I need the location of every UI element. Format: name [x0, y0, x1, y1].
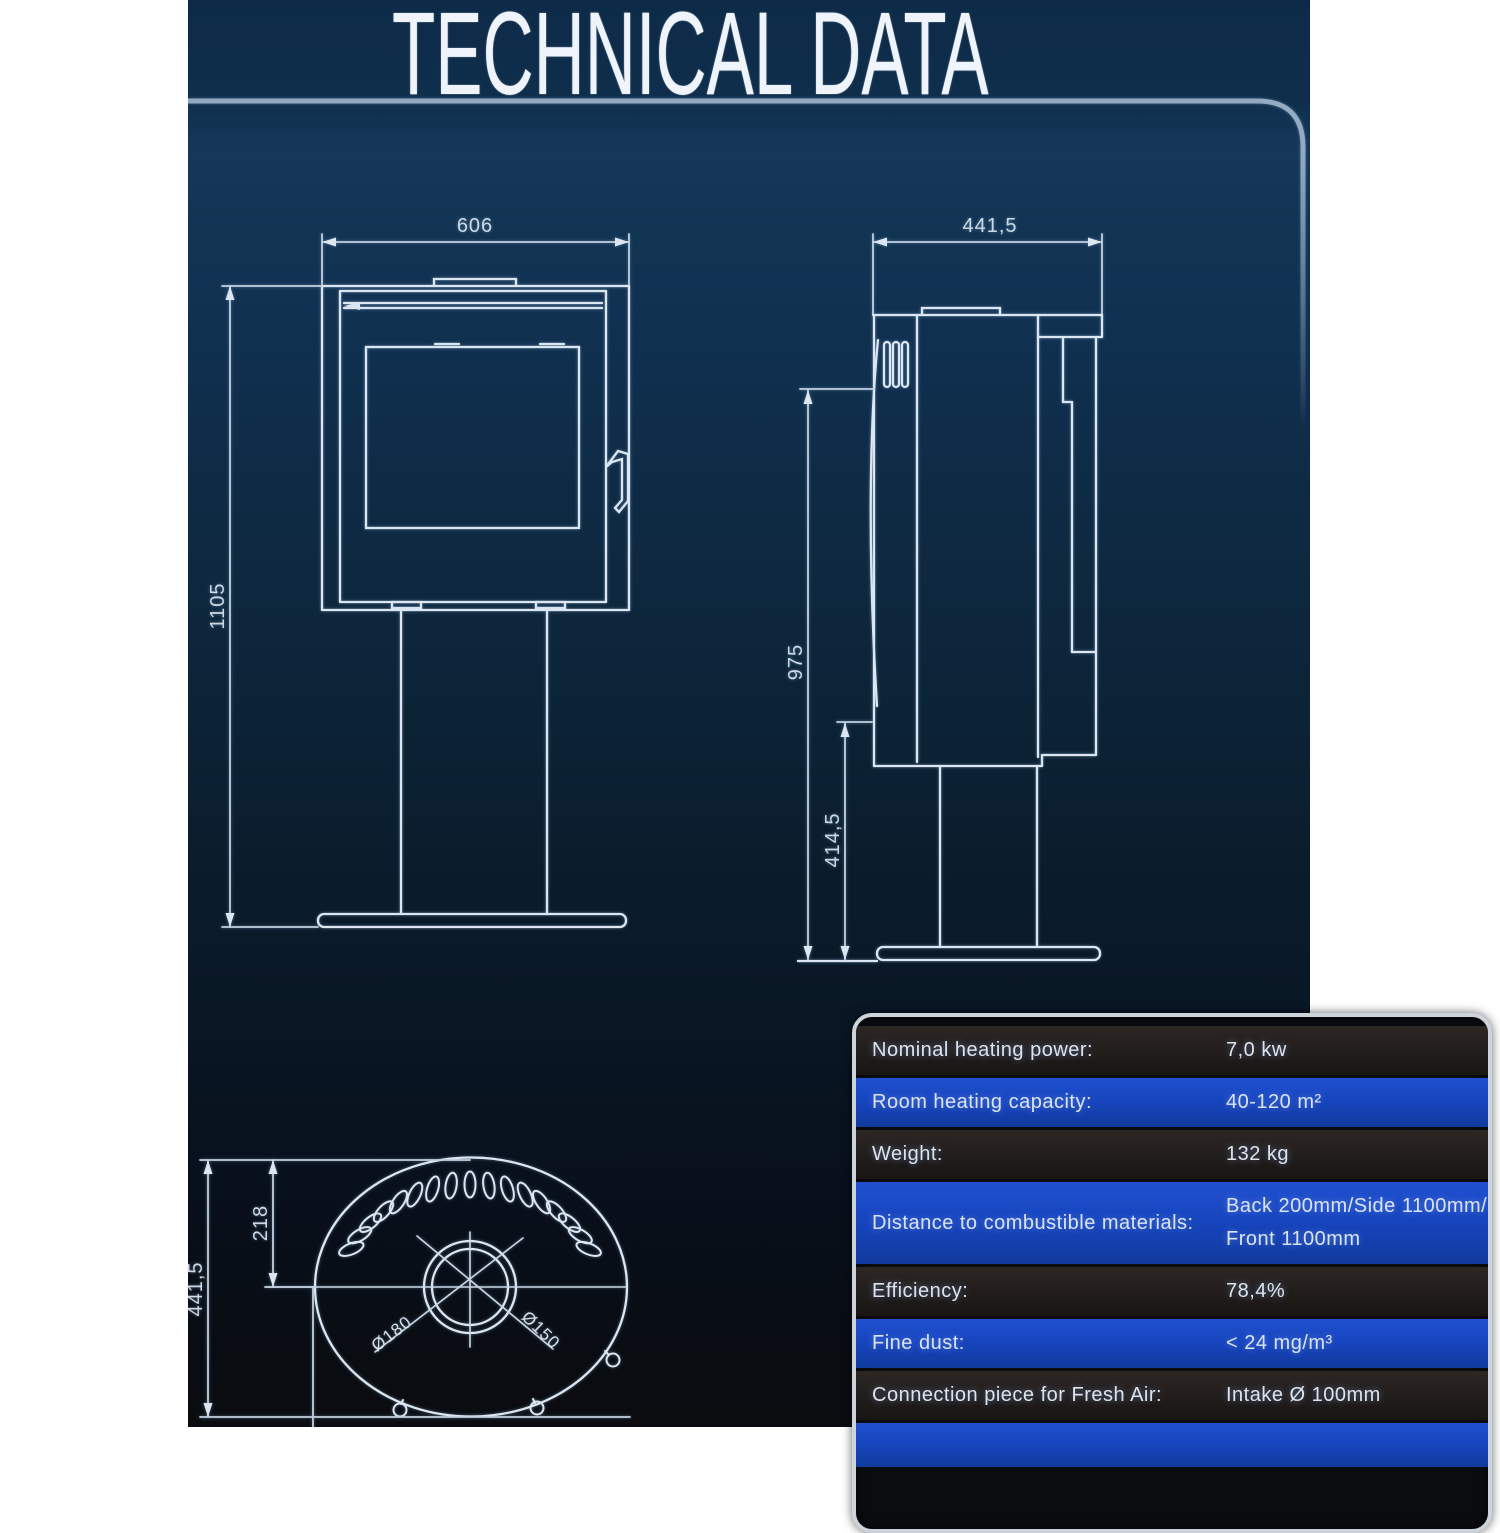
- front-height-label: 1105: [207, 582, 229, 630]
- top-view-drawing: [200, 1158, 630, 1428]
- top-height-label: 441,5: [185, 1261, 207, 1317]
- side-depth-label: 441,5: [962, 215, 1018, 237]
- side-depth-dimension: [873, 234, 1102, 315]
- top-height-dimension: [200, 1160, 630, 1427]
- spec-value: 132 kg: [1226, 1143, 1290, 1165]
- spec-label: Connection piece for Fresh Air:: [872, 1384, 1163, 1406]
- spec-value-line1: Back 200mm/Side 1100mm/: [1226, 1195, 1488, 1217]
- spec-label: Weight:: [872, 1143, 943, 1165]
- dimension-arrowheads: [204, 238, 1103, 1418]
- page-title: TECHNICAL DATA: [392, 0, 989, 120]
- front-height-dimension: [222, 286, 322, 927]
- title-underline: [188, 101, 1303, 430]
- top-view-feet: [394, 1351, 620, 1417]
- spec-row-partial: [856, 1423, 1488, 1467]
- spec-value-line2: Front 1100mm: [1226, 1228, 1361, 1250]
- spec-value: < 24 mg/m³: [1226, 1332, 1333, 1354]
- spec-label: Nominal heating power:: [872, 1039, 1094, 1061]
- side-height-label: 975: [785, 643, 807, 681]
- spec-value: 78,4%: [1226, 1280, 1286, 1302]
- spec-value: 7,0 kw: [1226, 1039, 1287, 1061]
- spec-label: Room heating capacity:: [872, 1091, 1093, 1113]
- front-view-drawing: [222, 234, 629, 927]
- top-flue-offset-label: 218: [250, 1204, 272, 1242]
- flue-outer-diameter-label: Ø180: [367, 1312, 416, 1356]
- spec-value: 40-120 m²: [1226, 1091, 1322, 1113]
- side-height-dimension: [800, 389, 874, 960]
- front-width-label: 606: [456, 215, 494, 237]
- spec-label: Efficiency:: [872, 1280, 969, 1302]
- side-pedestal-label: 414,5: [822, 812, 844, 868]
- spec-value: Intake Ø 100mm: [1226, 1384, 1381, 1406]
- spec-label: Fine dust:: [872, 1332, 965, 1354]
- spec-label: Distance to combustible materials:: [872, 1211, 1194, 1234]
- flue-inner-diameter-label: Ø150: [517, 1307, 564, 1353]
